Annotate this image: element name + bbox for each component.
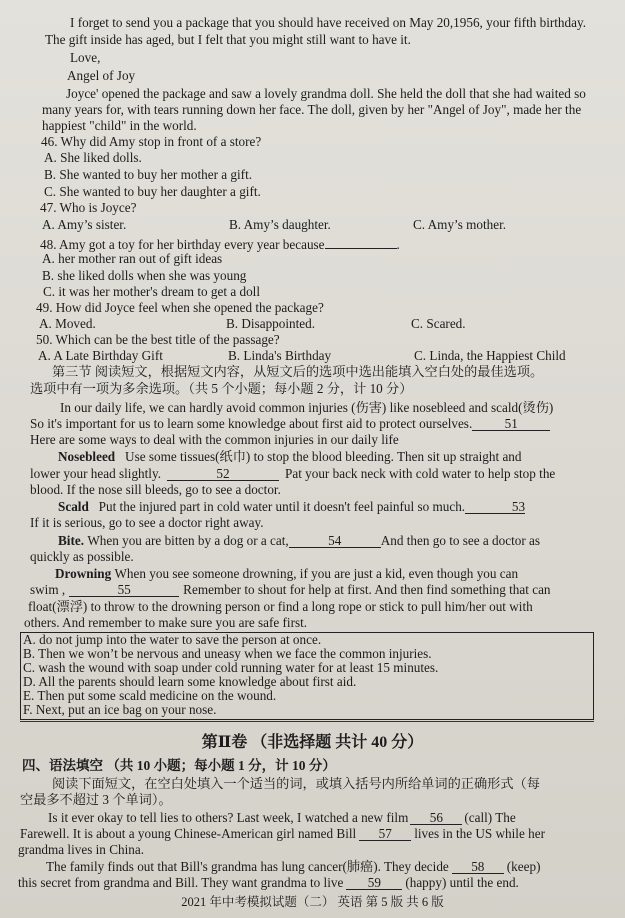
bite-line-2: quickly as possible. xyxy=(30,549,134,564)
scald-line-1: Scald Put the injured part in cold water until it doesn't feel painful so much. 53 xyxy=(58,499,526,514)
grammar-line-5: this secret from grandma and Bill. They want grandma to live 59 (happy) until the end. xyxy=(18,875,519,890)
blank-51: 51 xyxy=(472,416,550,431)
question-49: 49. How did Joyce feel when she opened the package? xyxy=(36,300,324,315)
q46-option-a: A. She liked dolls. xyxy=(44,150,142,165)
part4-instruction-2: 空最多不超过 3 个单词）。 xyxy=(20,792,172,807)
intro-line-3: Here are some ways to deal with the common injuries in our daily life xyxy=(30,432,399,447)
q46-option-c: C. She wanted to buy her daughter a gift. xyxy=(44,184,261,199)
q47-option-a: A. Amy’s sister. xyxy=(42,217,127,232)
drowning-line-4: others. And remember to make sure you are safe first. xyxy=(24,615,308,630)
part3-instruction-1: 第三节 阅读短文，根据短文内容，从短文后的选项中选出能填入空白处的最佳选项。 xyxy=(52,364,544,379)
bite-line-1: Bite. When you are bitten by a dog or a cat, 54 And then go to see a doctor as xyxy=(58,533,541,548)
section2-title: 第Ⅱ卷 （非选择题 共计 40 分） xyxy=(201,734,424,751)
intro-line-1: In our daily life, we can hardly avoid common injuries (伤害) like nosebleed and scald(烫伤) xyxy=(60,400,554,415)
blank-58: 58 xyxy=(452,859,504,874)
option-a: A. do not jump into the water to save the person at once. xyxy=(23,632,322,647)
nosebleed-line-3: blood. If the nose sill bleeds, go to see a doctor. xyxy=(30,482,281,497)
blank-57: 57 xyxy=(359,826,411,841)
q49-option-b: B. Disappointed. xyxy=(226,316,316,331)
nosebleed-line-2: lower your head slightly. 52 Pat your back neck with cold water to help stop the xyxy=(30,466,556,481)
q48-blank xyxy=(325,234,397,249)
q49-option-a: A. Moved. xyxy=(39,316,96,331)
grammar-line-3: grandma lives in China. xyxy=(18,842,144,857)
scald-line-2: If it is serious, go to see a doctor right away. xyxy=(30,515,264,530)
letter-line-2: The gift inside has aged, but I felt that you might still want to have it. xyxy=(45,32,411,47)
question-50: 50. Which can be the best title of the passage? xyxy=(36,332,280,347)
bite-title: Bite. xyxy=(58,533,85,548)
q47-option-b: B. Amy’s daughter. xyxy=(229,217,331,232)
letter-line-1: I forget to send you a package that you should have received on May 20,1956, your fifth birthday. xyxy=(70,15,587,30)
question-48: 48. Amy got a toy for her birthday every year because . xyxy=(40,234,400,252)
nosebleed-title: Nosebleed xyxy=(58,449,116,464)
drowning-line-3: float(漂浮) to throw to the drowning person or find a long rope or stick to pull him/her out with xyxy=(28,599,533,614)
drowning-title: Drowning xyxy=(55,566,112,581)
drowning-line-2: swim , 55 Remember to shout for help at first. And then find something that can xyxy=(30,582,551,597)
grammar-line-4: The family finds out that Bill's grandma has lung cancer(肺癌). They decide 58 (keep) xyxy=(46,859,541,874)
option-f: F. Next, put an ice bag on your nose. xyxy=(23,702,217,717)
q48-option-c: C. it was her mother's dream to get a doll xyxy=(43,284,260,299)
q50-option-b: B. Linda's Birthday xyxy=(228,348,332,363)
drowning-line-1: Drowning When you see someone drowning, if you are just a kid, even though you can xyxy=(55,566,519,581)
question-46: 46. Why did Amy stop in front of a store? xyxy=(41,134,262,149)
grammar-line-2: Farewell. It is about a young Chinese-American girl named Bill 57 lives in the US while her xyxy=(20,826,545,841)
story-line-1: Joyce' opened the package and saw a lovely grandma doll. She held the doll that she had waited so xyxy=(66,86,586,101)
question-47: 47. Who is Joyce? xyxy=(40,200,137,215)
blank-59: 59 xyxy=(346,875,402,890)
blank-52: 52 xyxy=(167,466,279,481)
q50-option-a: A. A Late Birthday Gift xyxy=(38,348,163,363)
q48-option-a: A. her mother ran out of gift ideas xyxy=(42,251,223,266)
intro-line-2: So it's important for us to learn some knowledge about first aid to protect ourselves. 51 xyxy=(30,416,550,431)
section-divider xyxy=(20,721,594,722)
option-b: B. Then we won’t be nervous and uneasy when we face the common injuries. xyxy=(23,646,432,661)
q48-option-b: B. she liked dolls when she was young xyxy=(42,268,247,283)
option-e: E. Then put some scald medicine on the wound. xyxy=(23,688,277,703)
scald-title: Scald xyxy=(58,499,89,514)
blank-53: 53 xyxy=(465,499,525,514)
nosebleed-line-1: Nosebleed Use some tissues(纸巾) to stop the blood bleeding. Then sit up straight and xyxy=(58,449,522,464)
blank-54: 54 xyxy=(289,533,381,548)
story-line-3: happiest "child" in the world. xyxy=(42,118,197,133)
q50-option-c: C. Linda, the Happiest Child xyxy=(414,348,566,363)
blank-55: 55 xyxy=(69,582,179,597)
letter-closing: Love, xyxy=(70,50,101,65)
blank-56: 56 xyxy=(410,810,462,825)
q49-option-c: C. Scared. xyxy=(411,316,466,331)
page-footer: 2021 年中考模拟试题（二） 英语 第 5 版 共 6 版 xyxy=(181,895,444,909)
grammar-line-1: Is it ever okay to tell lies to others? Last week, I watched a new film 56 (call) The xyxy=(48,810,516,825)
letter-signature: Angel of Joy xyxy=(67,68,136,83)
option-d: D. All the parents should learn some knowledge about first aid. xyxy=(23,674,357,689)
story-line-2: many years for, with tears running down her face. The doll, given by her "Angel of Joy", made her the xyxy=(42,102,582,117)
part3-instruction-2: 选项中有一项为多余选项。（共 5 个小题；每小题 2 分，计 10 分） xyxy=(30,381,413,396)
part4-instruction-1: 阅读下面短文，在空白处填入一个适当的词，或填入括号内所给单词的正确形式（每 xyxy=(52,776,540,791)
option-c: C. wash the wound with soap under cold running water for at least 15 minutes. xyxy=(23,660,439,675)
q47-option-c: C. Amy’s mother. xyxy=(413,217,507,232)
q46-option-b: B. She wanted to buy her mother a gift. xyxy=(44,167,253,182)
part4-header: 四、语法填空 （共 10 小题；每小题 1 分，计 10 分） xyxy=(22,758,336,773)
